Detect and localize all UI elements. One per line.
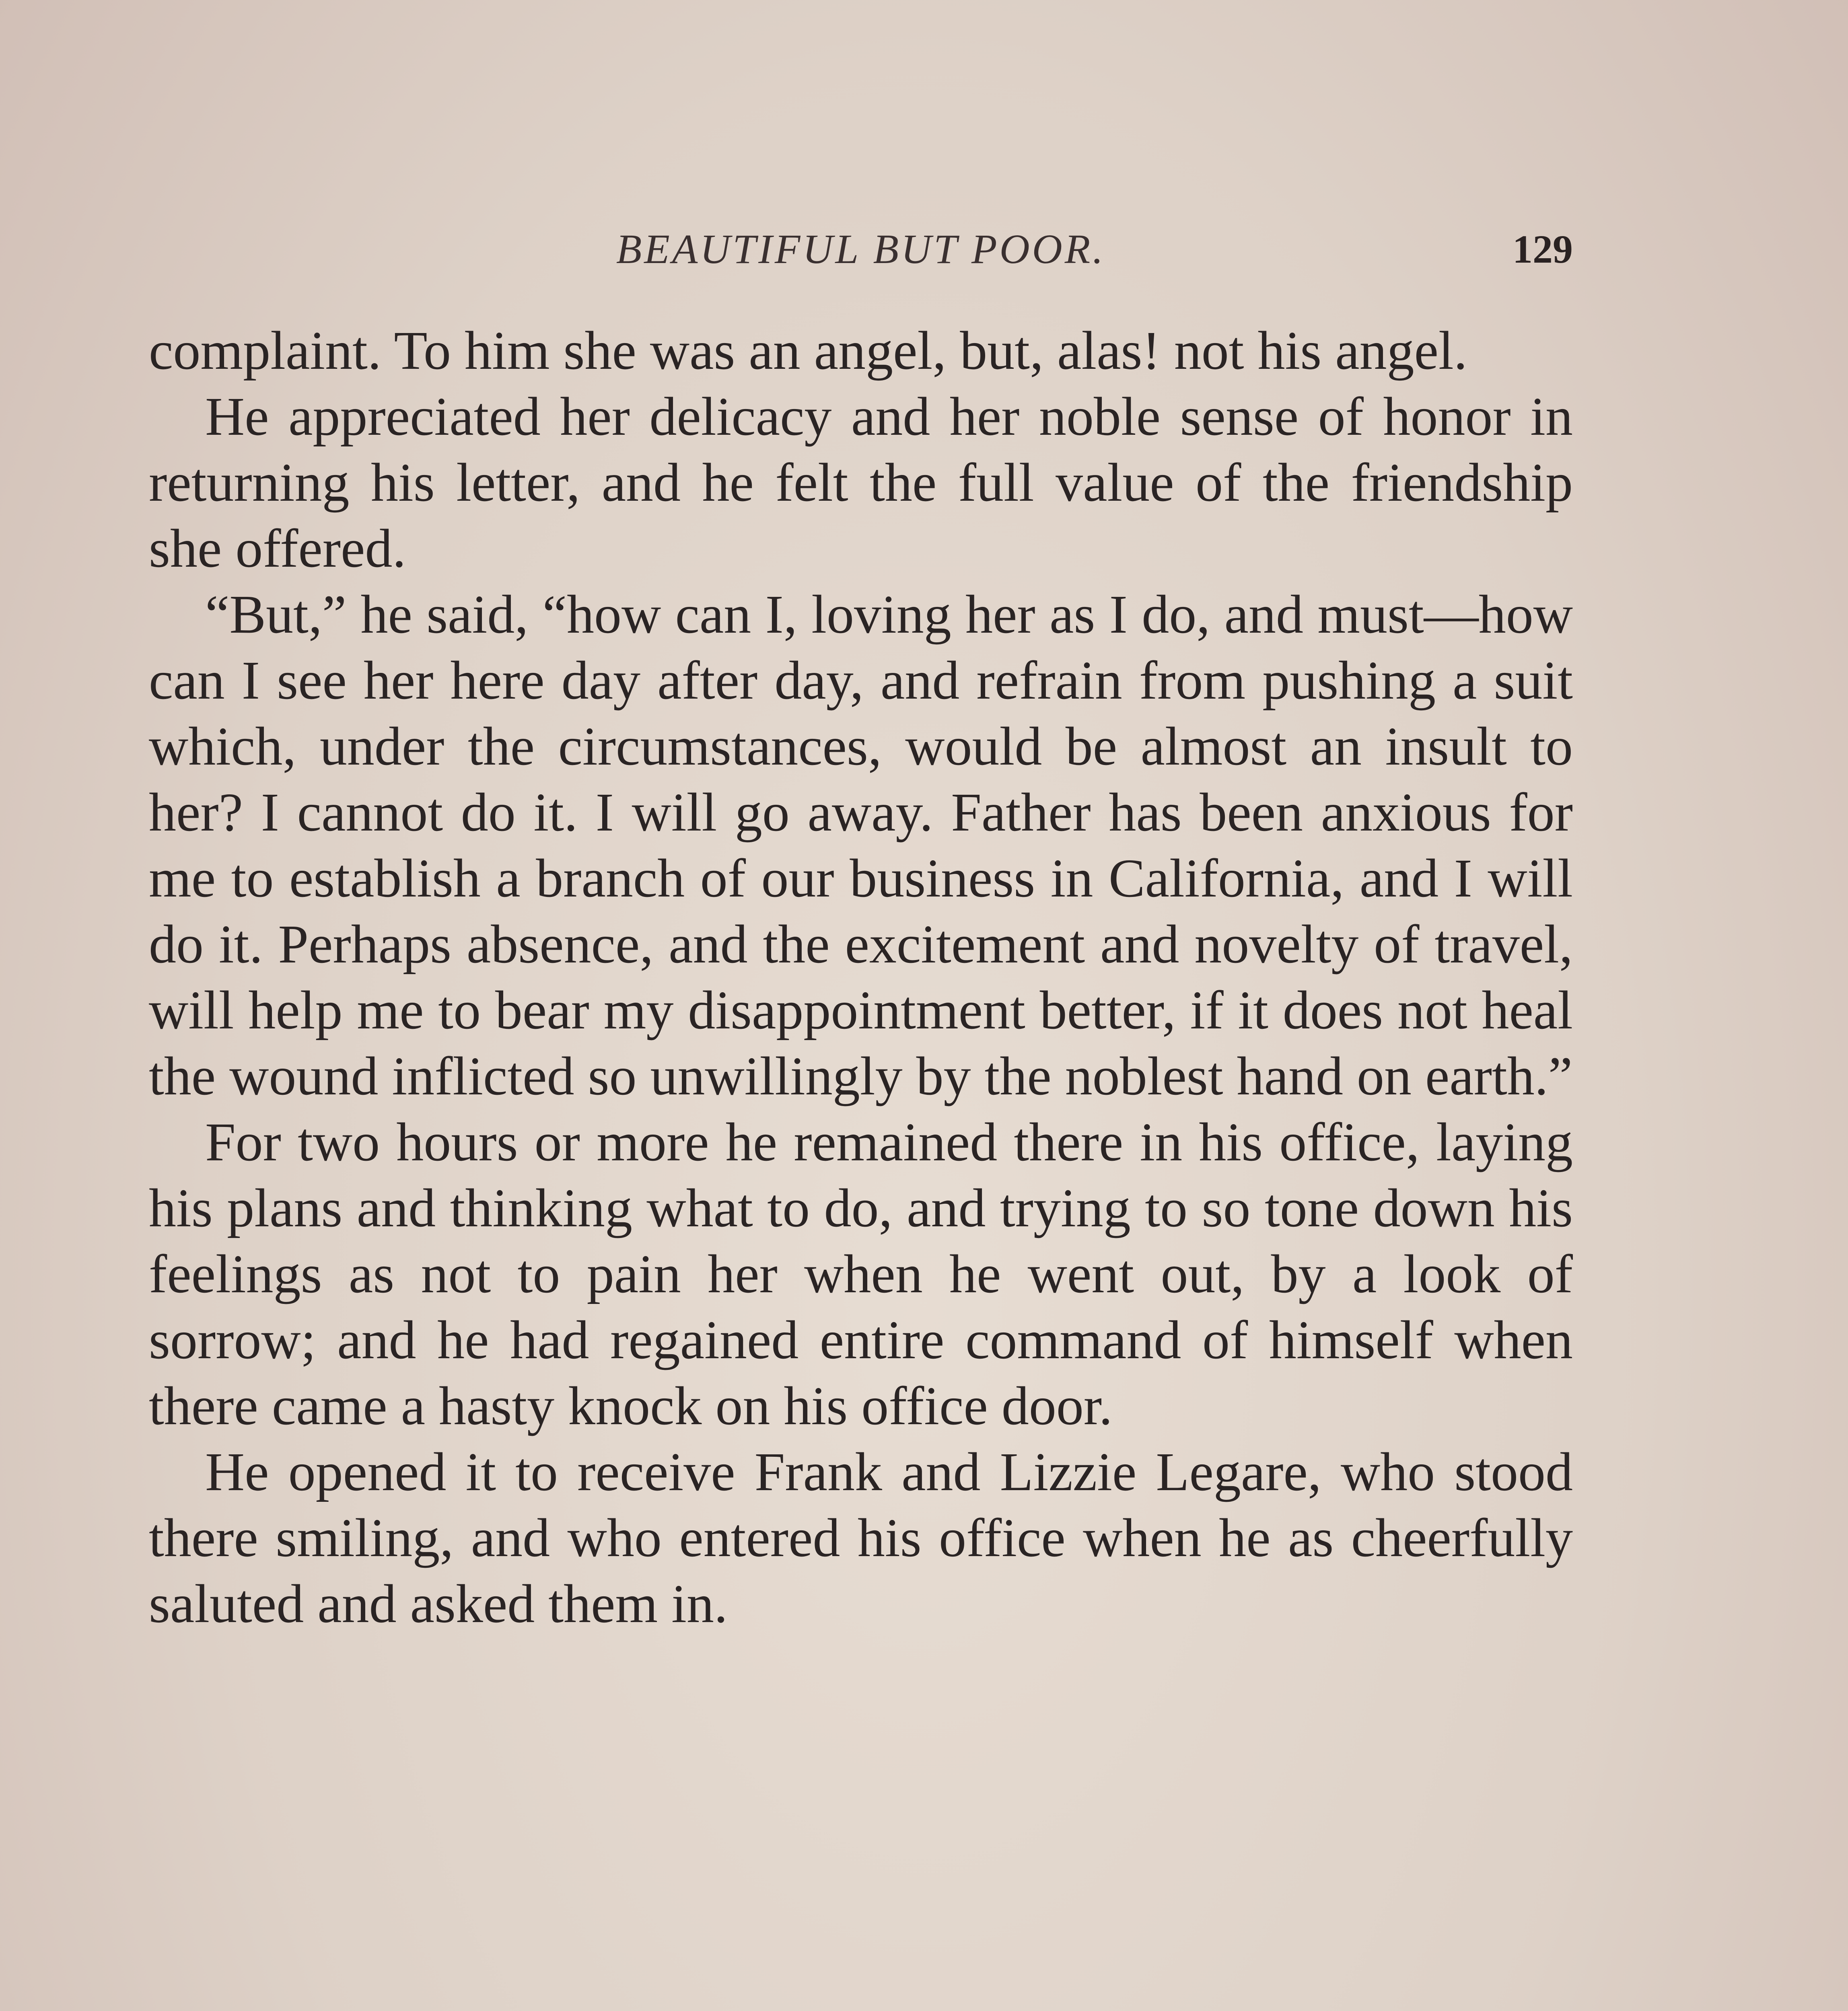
paragraph: “But,” he said, “how can I, loving her as I do, and must—how can I see her here day after day, and refrain from pushing a suit which, under the circumstances, would be almost an insult to her? I cannot do it. I will go away. Father has been anxious for me to establish a branch of our business in California, and I will do it. Perhaps absence, and the excitement and novelty of travel, will help me to bear my disappointment better, if it does not heal the wound inflicted so unwillingly by the noblest hand on earth.” (149, 584, 1573, 1106)
running-head (149, 217, 1573, 282)
paragraph: He appreciated her delicacy and her noble sense of honor in returning his letter, and he felt the full value of the friendship she offered. (149, 387, 1573, 579)
paragraph: He opened it to receive Frank and Lizzie Legare, who stood there smiling, and who entered his office when he as cheerfully saluted and asked them in. (149, 1442, 1573, 1634)
paragraph: For two hours or more he remained there in his office, laying his plans and thinking what to do, and trying to so tone down his feelings as not to pain her when he went out, by a look of sorrow; and he had regained entire command of himself when there came a hasty knock on his office door. (149, 1112, 1573, 1436)
running-title: BEAUTIFUL BUT POOR. (616, 226, 1106, 272)
page-number: 129 (1513, 227, 1573, 271)
body-text (149, 318, 1573, 1637)
paragraph-continued: complaint. To him she was an angel, but, alas! not his angel. (149, 321, 1467, 381)
